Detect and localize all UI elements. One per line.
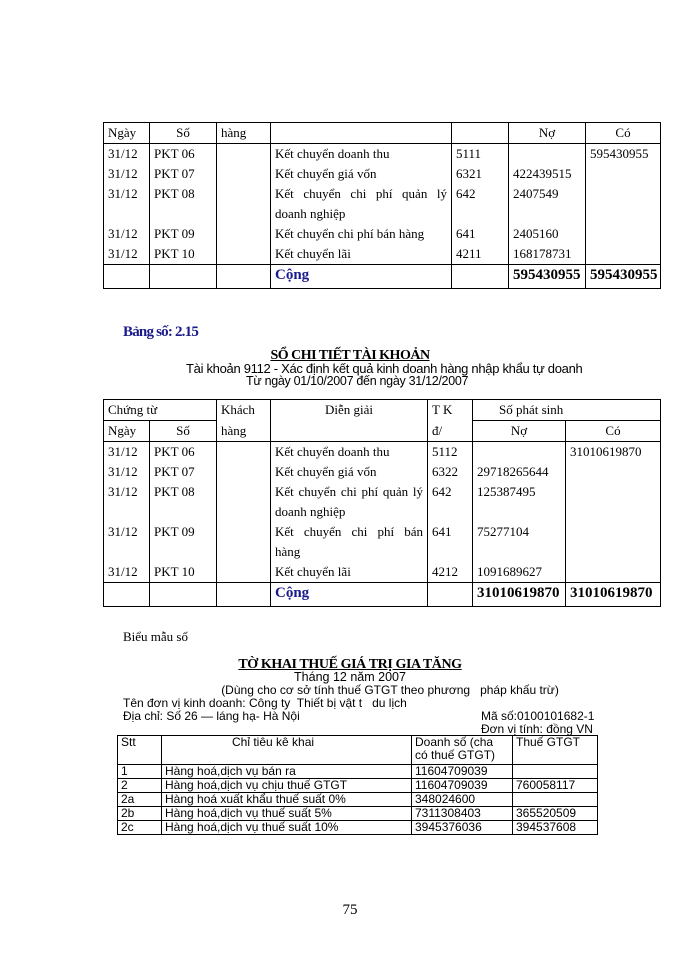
col-header-so-phat-sinh: Số phát sinh bbox=[499, 402, 564, 417]
account-cell: 642 bbox=[432, 484, 452, 499]
table-header-row bbox=[104, 421, 661, 442]
date-cell: 31/12 bbox=[108, 186, 138, 201]
revenue-cell: 348024600 bbox=[412, 793, 513, 807]
date-cell: 31/12 bbox=[108, 524, 138, 539]
account-detail-table bbox=[103, 399, 661, 607]
stt-cell: 1 bbox=[118, 765, 162, 779]
vat-table bbox=[117, 735, 598, 835]
vat-title: TỜ KHAI THUẾ GIÁ TRỊ GIA TĂNG bbox=[238, 657, 462, 672]
total-debit: 31010619870 bbox=[477, 585, 560, 601]
description-cell: Kết chuyển lãi bbox=[275, 564, 351, 579]
col-header-thue: Thuế GTGT bbox=[513, 736, 598, 765]
account-cell: 4211 bbox=[456, 246, 482, 261]
date-cell: 31/12 bbox=[108, 226, 138, 241]
date-cell: 31/12 bbox=[108, 146, 138, 161]
description-cell: Kết chuyển doanh thu bbox=[275, 146, 390, 161]
table-row bbox=[104, 442, 661, 583]
voucher-cell: PKT 06 bbox=[154, 444, 195, 459]
col-header-chung-tu: Chứng từ bbox=[108, 402, 158, 417]
voucher-cell: PKT 08 bbox=[154, 484, 195, 499]
total-label: Cộng bbox=[275, 585, 310, 601]
col-header-stt: Stt bbox=[118, 736, 162, 765]
debit-cell: 1091689627 bbox=[477, 564, 542, 579]
revenue-cell: 11604709039 bbox=[412, 779, 513, 793]
table-header-row bbox=[104, 123, 661, 144]
voucher-cell: PKT 09 bbox=[154, 226, 195, 241]
date-cell: 31/12 bbox=[108, 464, 138, 479]
account-cell: 641 bbox=[456, 226, 476, 241]
tax-cell: 760058117 bbox=[513, 779, 598, 793]
credit-cell: 31010619870 bbox=[570, 444, 642, 459]
revenue-cell: 7311308403 bbox=[412, 807, 513, 821]
voucher-cell: PKT 07 bbox=[154, 166, 195, 181]
tax-code: Mã số:0100101682-1 bbox=[481, 709, 595, 723]
ledger-title: SỔ CHI TIẾT TÀI KHOẢN bbox=[270, 348, 430, 363]
col-header-dien-giai bbox=[271, 123, 452, 144]
form-label: Biểu mẫu số bbox=[123, 629, 188, 644]
debit-cell: 2405160 bbox=[513, 226, 559, 241]
col-header-ngay: Ngày bbox=[108, 423, 137, 438]
account-cell: 642 bbox=[456, 186, 476, 201]
table-row bbox=[118, 779, 598, 793]
chi-tieu-cell: Hàng hoá,dịch vụ thuế suất 5% bbox=[162, 807, 412, 821]
tax-cell: 394537608 bbox=[513, 821, 598, 835]
total-credit: 31010619870 bbox=[570, 585, 653, 601]
revenue-cell: 3945376036 bbox=[412, 821, 513, 835]
col-header-so: Số bbox=[176, 423, 190, 438]
stt-cell: 2 bbox=[118, 779, 162, 793]
voucher-cell: PKT 07 bbox=[154, 464, 195, 479]
ledger-subtitle: Tài khoản 9112 - Xác định kết quả kinh doanh hàng nhập khẩu tự doanh bbox=[186, 361, 583, 376]
stt-cell: 2c bbox=[118, 821, 162, 835]
debit-cell: 168178731 bbox=[513, 246, 572, 261]
chi-tieu-cell: Hàng hoá xuất khẩu thuế suất 0% bbox=[162, 793, 412, 807]
business-address: Địa chỉ: Số 26 — láng hạ- Hà Nội bbox=[123, 709, 300, 723]
col-header-dien-giai: Diễn giải bbox=[324, 402, 373, 417]
date-cell: 31/12 bbox=[108, 166, 138, 181]
credit-cell: 595430955 bbox=[590, 146, 649, 161]
description-cell: Kết chuyển doanh thu bbox=[275, 444, 390, 459]
total-label: Cộng bbox=[275, 267, 310, 283]
table-row bbox=[118, 821, 598, 835]
tax-cell bbox=[513, 765, 598, 779]
table-row bbox=[104, 144, 661, 265]
voucher-cell: PKT 09 bbox=[154, 524, 195, 539]
debit-cell: 2407549 bbox=[513, 186, 559, 201]
vat-note: (Dùng cho cơ sở tính thuế GTGT theo phương pháp khấu trừ) bbox=[221, 683, 559, 697]
total-row bbox=[104, 265, 661, 289]
voucher-cell: PKT 10 bbox=[154, 564, 195, 579]
voucher-cell: PKT 06 bbox=[154, 146, 195, 161]
account-cell: 6322 bbox=[432, 464, 458, 479]
date-cell: 31/12 bbox=[108, 444, 138, 459]
account-cell: 641 bbox=[432, 524, 452, 539]
description-cell: Kết chuyển chi phí bán hàng bbox=[275, 226, 425, 241]
col-header-co: Có bbox=[605, 423, 621, 438]
ledger-table-continued bbox=[103, 122, 661, 289]
account-cell: 4212 bbox=[432, 564, 458, 579]
currency-unit: Đơn vị tính: đồng VN bbox=[481, 722, 593, 736]
table-header-row bbox=[118, 736, 598, 765]
col-header-hang: hàng bbox=[221, 422, 247, 438]
col-header-co: Có bbox=[586, 123, 661, 144]
debit-cell: 422439515 bbox=[513, 166, 572, 181]
total-credit: 595430955 bbox=[590, 267, 658, 283]
chi-tieu-cell: Hàng hoá,dịch vụ bán ra bbox=[162, 765, 412, 779]
debit-cell: 75277104 bbox=[477, 524, 529, 539]
table-row bbox=[118, 793, 598, 807]
voucher-cell: PKT 08 bbox=[154, 186, 195, 201]
description-cell: Kết chuyển chi phí quản lý doanh nghiệp bbox=[275, 484, 423, 519]
description-cell: Kết chuyển chi phí bán hàng bbox=[275, 524, 423, 559]
account-cell: 5112 bbox=[432, 444, 458, 459]
page-number: 75 bbox=[342, 902, 358, 918]
col-header-tk: T K bbox=[432, 402, 453, 417]
col-header-no: Nợ bbox=[510, 423, 528, 438]
table-row bbox=[118, 765, 598, 779]
description-cell: Kết chuyển giá vốn bbox=[275, 166, 377, 181]
total-debit: 595430955 bbox=[513, 267, 581, 283]
account-cell: 6321 bbox=[456, 166, 482, 181]
date-cell: 31/12 bbox=[108, 246, 138, 261]
col-header-khach: Khách bbox=[221, 402, 255, 417]
table-number-label: Bảng số: 2.15 bbox=[123, 324, 199, 340]
col-header-hang: hàng bbox=[217, 123, 271, 144]
date-cell: 31/12 bbox=[108, 484, 138, 499]
ledger-period: Từ ngày 01/10/2007 đến ngày 31/12/2007 bbox=[246, 374, 469, 388]
debit-cell: 29718265644 bbox=[477, 464, 549, 479]
description-cell: Kết chuyển chi phí quản lý doanh nghiệp bbox=[275, 186, 447, 221]
col-header-chi-tieu: Chỉ tiêu kê khai bbox=[162, 736, 412, 765]
account-cell: 5111 bbox=[456, 146, 482, 161]
col-header-tk2: đ/ bbox=[432, 422, 443, 438]
vat-month: Tháng 12 năm 2007 bbox=[294, 670, 406, 684]
col-header-doanh-so: Doanh số (cha có thuế GTGT) bbox=[412, 736, 513, 765]
chi-tieu-cell: Hàng hoá,dịch vụ chịu thuế GTGT bbox=[162, 779, 412, 793]
business-name: Tên đơn vị kinh doanh: Công ty Thiết bị vật t du lịch bbox=[123, 696, 407, 710]
col-header-so: Số bbox=[150, 123, 217, 144]
revenue-cell: 11604709039 bbox=[412, 765, 513, 779]
voucher-cell: PKT 10 bbox=[154, 246, 195, 261]
table-header-row bbox=[104, 400, 661, 421]
total-row bbox=[104, 583, 661, 607]
chi-tieu-cell: Hàng hoá,dịch vụ thuế suất 10% bbox=[162, 821, 412, 835]
col-header-tk bbox=[452, 123, 509, 144]
description-cell: Kết chuyển lãi bbox=[275, 246, 351, 261]
stt-cell: 2b bbox=[118, 807, 162, 821]
col-header-ngay: Ngày bbox=[104, 123, 150, 144]
tax-cell: 365520509 bbox=[513, 807, 598, 821]
col-header-no: Nợ bbox=[509, 123, 586, 144]
table-row bbox=[118, 807, 598, 821]
description-cell: Kết chuyển giá vốn bbox=[275, 464, 377, 479]
date-cell: 31/12 bbox=[108, 564, 138, 579]
tax-cell bbox=[513, 793, 598, 807]
stt-cell: 2a bbox=[118, 793, 162, 807]
debit-cell: 125387495 bbox=[477, 484, 536, 499]
